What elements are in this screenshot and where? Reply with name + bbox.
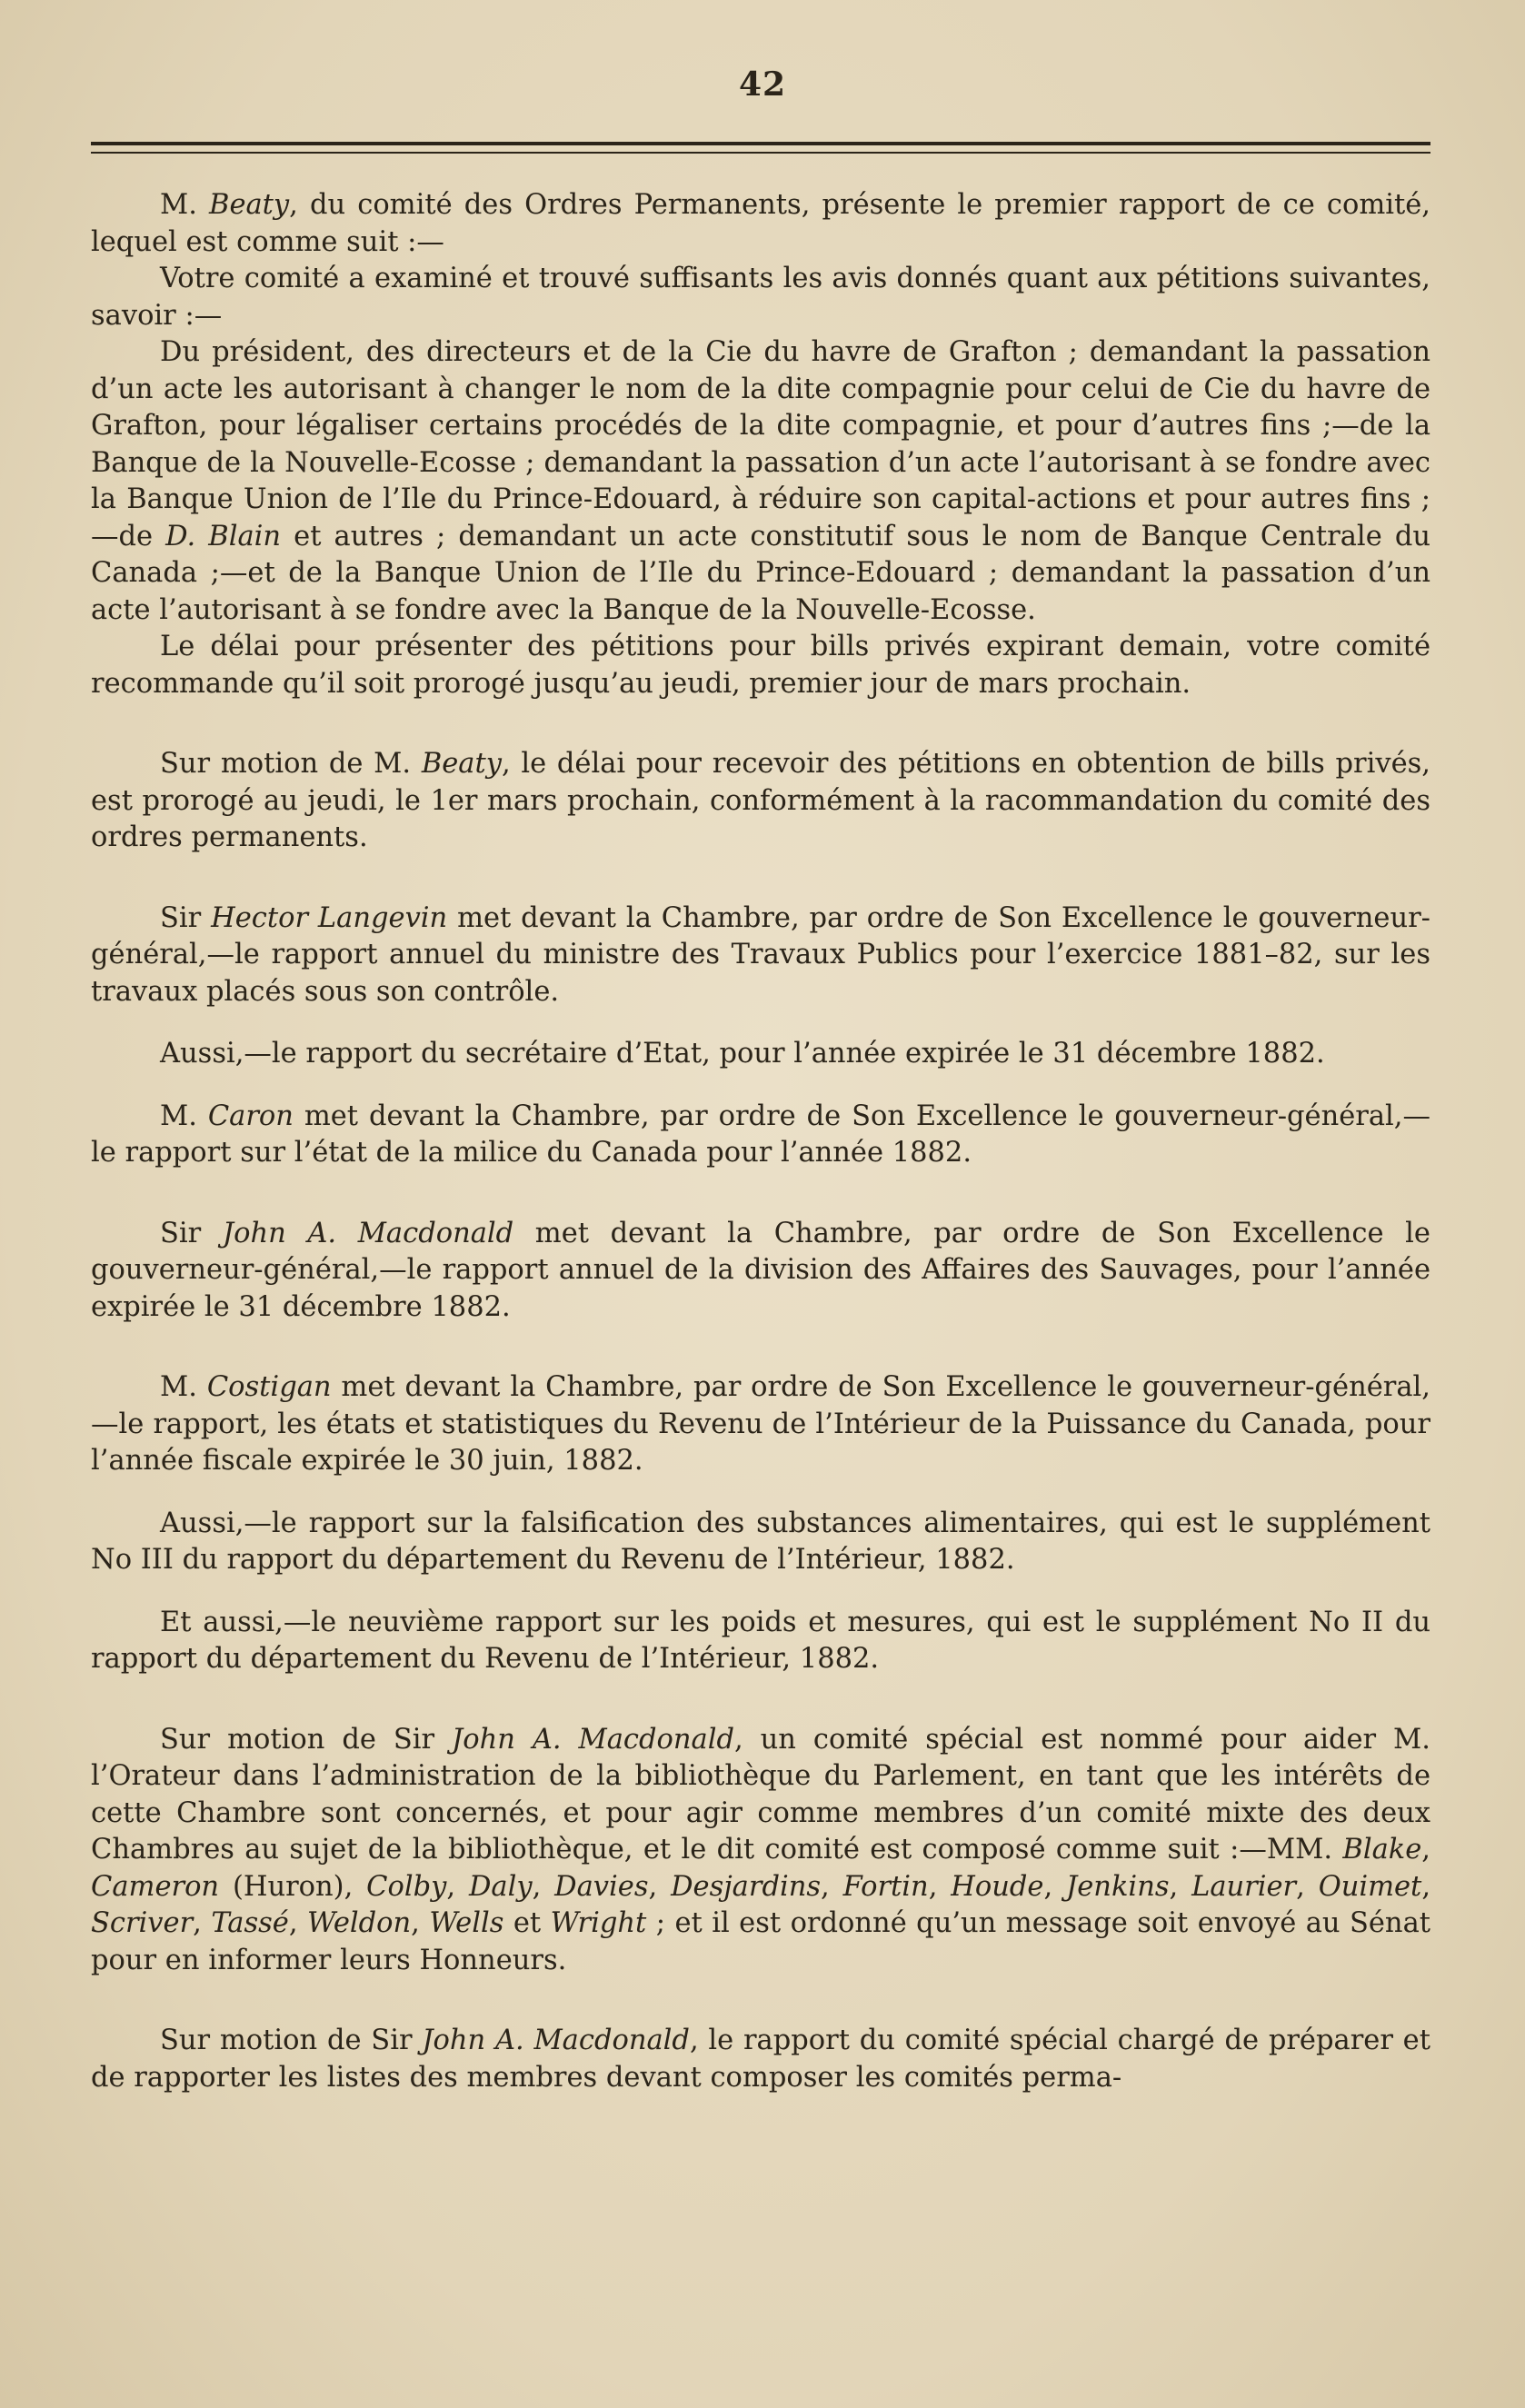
text-run: Et aussi,—le neuvième rapport sur les poids et mesures, qui est le supplément No II du rapport du département du Revenu de l’Intérieur, 1882. (91, 1606, 1430, 1675)
italic-name: Cameron (91, 1870, 220, 1903)
text-run: Du président, des directeurs et de la Cie du havre de Grafton ; demandant la passation d’un acte les autorisant à changer le nom de la dite compagnie pour celui de Cie du havre de Grafton, pour légaliser certains procédés de la dite compagnie, et pour d’autres fins ;—de la Banque de la Nouvelle-Ecosse ; demandant la passation d’un acte l’autorisant à se fondre avec la Banque Union de l’Ile du Prince-Edouard, à réduire son capital-actions et pour autres fins ;—de (91, 336, 1430, 552)
text-run: met devant la Chambre, par ordre de Son Excellence le gouverneur-général,—le rapport, les états et statistiques du Revenu de l’Intérieur de la Puissance du Canada, pour l’année fiscale expirée le 30 juin, 1882. (91, 1371, 1431, 1477)
paragraph-secretary-report (91, 1036, 1430, 1073)
italic-name: Scriver (91, 1907, 194, 1939)
text-run: met devant la Chambre, par ordre de Son Excellence le gouverneur-général,—le rapport annuel du ministre des Travaux Publics pour l’exercice 1881–82, sur les travaux placés sous son contrôle. (91, 901, 1430, 1008)
italic-name: Hector Langevin (211, 901, 448, 934)
text-run: Aussi,—le rapport du secrétaire d’Etat, pour l’année expirée le 31 décembre 1882. (160, 1038, 1325, 1070)
paragraph-motion-beaty (91, 746, 1430, 857)
text-run: , un comité spécial est nommé pour aider M. l’Orateur dans l’administration de la bibliothèque du Parlement, en tant que les intérêts de cette Chambre sont concernés, et pour agir comme membres d’un comité mixte des deux Chambres au sujet de la bibliothèque, et le dit comité est composé comme suit :—MM. (91, 1723, 1430, 1866)
italic-name: Beaty (421, 748, 502, 780)
italic-name: Blake (1342, 1834, 1422, 1866)
spacer (91, 1010, 1430, 1036)
spacer (91, 1678, 1430, 1722)
text-run: M. (160, 1100, 208, 1132)
italic-name: Colby (366, 1870, 447, 1903)
text-run: Sur motion de Sir (160, 1723, 453, 1756)
text-run: Sir (160, 901, 212, 934)
italic-name: Tassé (211, 1907, 289, 1939)
text-run: , (1421, 1834, 1430, 1866)
italic-name: John A. Macdonald (422, 2025, 690, 2056)
paragraph-macdonald-indian-affairs (91, 1216, 1430, 1327)
spacer (91, 1172, 1430, 1216)
italic-name: Wright (550, 1907, 647, 1939)
text-run: , du comité des Ordres Permanents, présente le premier rapport de ce comité, lequel est comme suit :— (91, 189, 1430, 258)
paragraph-weights-measures (91, 1605, 1430, 1678)
italic-name: Laurier (1191, 1870, 1297, 1903)
text-run: , (1421, 1870, 1431, 1903)
text-run: , (821, 1870, 843, 1903)
text-run: met devant la Chambre, par ordre de Son Excellence le gouverneur-général,—le rapport sur l’état de la milice du Canada pour l’année 1882. (91, 1100, 1430, 1169)
spacer (91, 1579, 1430, 1605)
text-run: met devant la Chambre, par ordre de Son Excellence le gouverneur-général,—le rapport annuel de la division des Affaires des Sauvages, pour l’année expirée le 31 décembre 1882. (91, 1217, 1430, 1323)
text-run: et autres ; demandant un acte constitutif sous le nom de Banque Centrale du Canada ;—et de la Banque Union de l’Ile du Prince-Edouard ; demandant la passation d’un acte l’autorisant à se fondre avec la Banque de la Nouvelle-Ecosse. (91, 520, 1430, 626)
spacer (91, 1326, 1430, 1369)
text-run: Aussi,—le rapport sur la falsification des substances alimentaires, qui est le supplément No III du rapport du département du Revenu de l’Intérieur, 1882. (91, 1507, 1430, 1576)
italic-name: Weldon (306, 1907, 412, 1939)
text-run: (Huron), (219, 1870, 367, 1903)
header-rule-thin (91, 152, 1430, 154)
text-run: Sur motion de M. (160, 748, 422, 780)
text-run: , (928, 1870, 952, 1903)
text-run: Le délai pour présenter des pétitions pour bills privés expirant demain, votre comité recommande qu’il soit prorogé jusqu’au jeudi, premier jour de mars prochain. (91, 631, 1430, 700)
italic-name: Ouimet (1318, 1870, 1422, 1903)
paragraph-petitions-list (91, 334, 1430, 629)
paragraph-food-falsification (91, 1506, 1430, 1579)
text-run: , (1296, 1870, 1319, 1903)
italic-name: Wells (429, 1907, 504, 1939)
paragraph-delay-recommendation (91, 629, 1430, 702)
text-run: , (532, 1870, 555, 1903)
text-run: , (648, 1870, 672, 1903)
text-run: , (446, 1870, 469, 1903)
text-run: M. (160, 1371, 207, 1403)
spacer (91, 1073, 1430, 1099)
italic-name: Daly (468, 1870, 533, 1903)
paragraph-caron-militia (91, 1099, 1430, 1172)
italic-name: John A. Macdonald (452, 1723, 734, 1756)
text-run: , (1043, 1870, 1067, 1903)
italic-name: Beaty (209, 189, 290, 221)
text-run: , (411, 1907, 430, 1939)
spacer (91, 1480, 1430, 1506)
spacer (91, 702, 1430, 746)
italic-name: Jenkins (1066, 1870, 1170, 1903)
italic-name: Costigan (206, 1371, 332, 1403)
body-text (91, 187, 1430, 2096)
italic-name: Houde (951, 1870, 1044, 1903)
text-run: M. (160, 189, 210, 221)
text-run: , (288, 1907, 307, 1939)
spacer (91, 857, 1430, 901)
italic-name: Davies (554, 1870, 649, 1903)
text-run: , (193, 1907, 212, 1939)
text-run: , le délai pour recevoir des pétitions en obtention de bills privés, est prorogé au jeudi, le 1er mars prochain, conformément à la racommandation du comité des ordres permanents. (91, 748, 1430, 853)
page-number: 42 (738, 65, 787, 104)
italic-name: Desjardins (671, 1870, 822, 1903)
text-run: Votre comité a examiné et trouvé suffisants les avis donnés quant aux pétitions suivantes, savoir :— (91, 263, 1430, 332)
header-rule-thick (91, 142, 1430, 145)
paragraph-library-committee (91, 1722, 1430, 1980)
italic-name: John A. Macdonald (222, 1217, 514, 1249)
spacer (91, 1979, 1430, 2023)
paragraph-committee-examined (91, 261, 1430, 334)
text-run: , le rapport du comité spécial chargé de préparer et de rapporter les listes des membres devant composer les comités perma- (91, 2025, 1430, 2094)
text-run: Sur motion de Sir (160, 2025, 423, 2056)
text-run: Sir (160, 1217, 223, 1249)
paragraph-beaty-report (91, 187, 1430, 261)
italic-name: Caron (207, 1100, 294, 1132)
italic-name: Fortin (842, 1870, 929, 1903)
paragraph-langevin-report (91, 901, 1430, 1011)
paragraph-costigan-revenue (91, 1369, 1430, 1480)
italic-name: D. Blain (165, 520, 282, 552)
paragraph-standing-committees (91, 2023, 1430, 2096)
text-run: , (1169, 1870, 1192, 1903)
text-run: ; et il est ordonné qu’un message soit envoyé au Sénat pour en informer leurs Honneurs. (91, 1907, 1431, 1976)
text-run: et (503, 1907, 551, 1939)
